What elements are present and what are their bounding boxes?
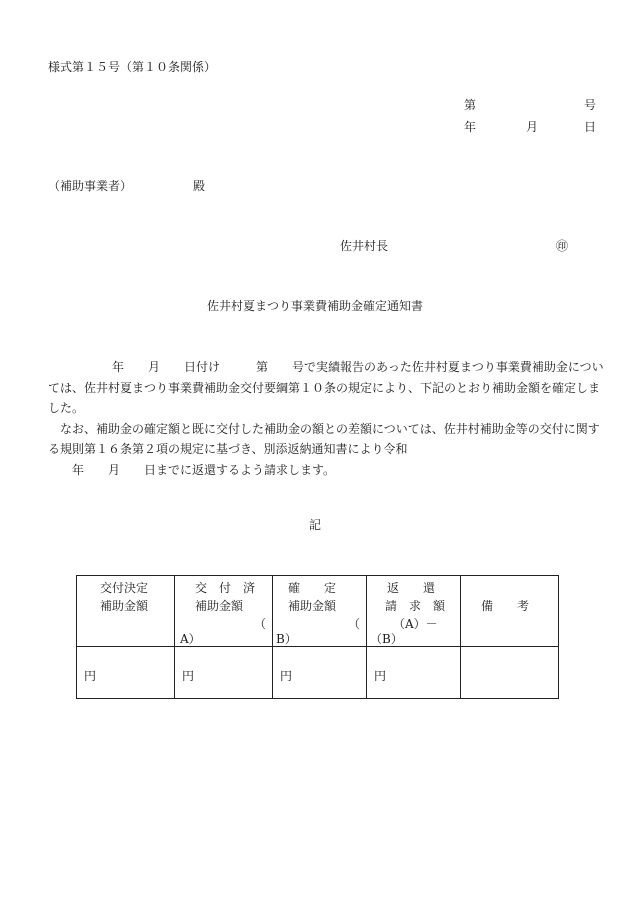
header-text: 補助金額 [195,599,244,613]
value-text [461,647,558,667]
date-day-label: 日 [584,120,597,134]
header-text: 請 求 額 [385,599,446,613]
header-text: B） [276,632,297,646]
seal-mark: ㊞ [556,239,569,253]
header-text: 確 定 [288,581,337,595]
header-text: （A）－ [393,617,438,631]
value-confirmed-amount [273,647,367,699]
value-text: 円 [280,669,293,683]
header-text: 備 考 [481,599,530,613]
recipient-honorific: 殿 [193,179,206,193]
value-paid-amount [175,647,273,699]
date-month-label: 月 [526,120,539,134]
header-paid-amount [175,576,273,647]
body-paragraph-1: 年 月 日付け 第 号で実績報告のあった佐井村夏まつり事業費補助金については、佐井村夏まつり事業費補助金交付要綱第１０条の規定により、下記のとおり補助金額を確定しました。 [48,360,604,415]
document-number-suffix: 号 [584,98,597,112]
header-text: 交 付 済 [195,581,256,595]
date-year-label: 年 [464,120,477,134]
value-refund-amount [367,647,461,699]
body-paragraph-2-line-2: 年 月 日までに返還するよう請求します。 [72,462,336,477]
form-number: 様式第１５号（第１０条関係） [48,60,217,74]
header-text: （ [348,617,361,631]
header-text: 返 還 [387,581,436,595]
value-decided-amount [77,647,175,699]
header-text: （B） [370,632,403,646]
issuer-name: 佐井村長 [340,239,389,253]
value-text: 円 [374,669,387,683]
value-text: 円 [84,669,97,683]
header-text: A） [180,632,201,646]
body-text [48,357,604,480]
header-confirmed-amount [273,576,367,647]
amount-table [76,575,559,699]
note-label: 記 [308,518,321,532]
header-text: 補助金額 [100,599,149,613]
document-title: 佐井村夏まつり事業費補助金確定通知書 [206,299,423,313]
recipient-label: （補助事業者） [48,179,133,193]
header-remarks [461,576,559,647]
header-decided-amount [77,576,175,647]
header-refund-amount [367,576,461,647]
value-remarks [461,647,559,699]
header-text: （ [254,617,267,631]
header-text: 補助金額 [288,599,337,613]
value-text: 円 [182,669,195,683]
document-number-prefix: 第 [464,98,477,112]
body-paragraph-2-line-1: なお、補助金の確定額と既に交付した補助金の額との差額については、佐井村補助金等の交付に関する規則第１６条第２項の規定に基づき、別添返納通知書により令和 [48,421,600,456]
header-text: 交付決定 [100,581,149,595]
